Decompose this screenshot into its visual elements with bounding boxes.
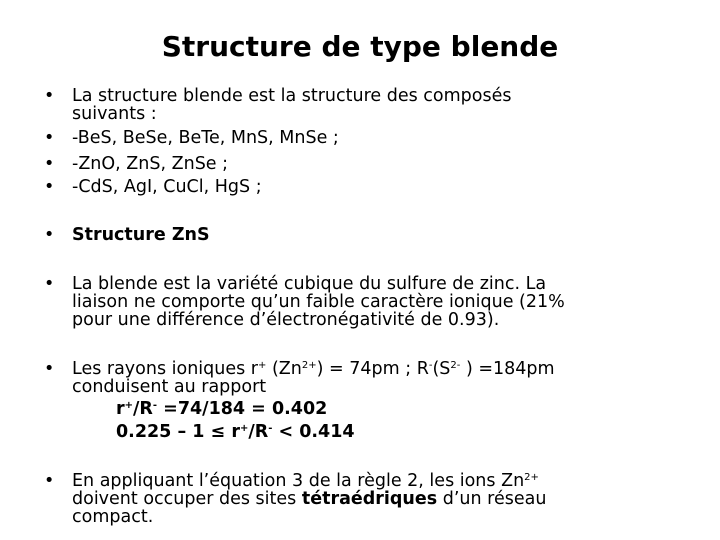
text-line: • -BeS, BeSe, BeTe, MnS, MnSe ; [72, 128, 339, 148]
bullet-compounds-zn [72, 155, 682, 173]
text-line: • -CdS, AgI, CuCl, HgS ; [72, 177, 262, 197]
text-line: suivants : [72, 104, 157, 124]
text-line: conduisent au rapport [72, 377, 267, 397]
text-line: • La blende est la variété cubique du sulfure de zinc. La [72, 274, 547, 294]
text-line: pour une différence d’électronégativité de 0.93). [72, 310, 500, 330]
text-line: • En appliquant l’équation 3 de la règle 2, les ions $Zn^{2+}$ [72, 471, 539, 491]
bullet-structure-zns [72, 226, 682, 244]
text-line: • -ZnO, ZnS, ZnSe ; [72, 154, 229, 174]
ratio-formula: r+/R- =74/184 = 0.402 [116, 399, 328, 419]
bullet-tetrahedral-sites [72, 472, 682, 526]
bullet-blende-description [72, 275, 682, 329]
text-line: • Les rayons ioniques r+ $(Zn^{2+}) = 74pm$ ; $R^-(S^{2-}$ ) =184pm [72, 359, 555, 379]
text-line: liaison ne comporte qu’un faible caractère ionique (21% [72, 292, 565, 312]
bullet-ionic-radii [72, 360, 682, 441]
slide-title: Structure de type blende [161, 30, 559, 63]
bullet-compounds-be-mn [72, 129, 682, 147]
text-line: compact. [72, 507, 154, 527]
section-heading: • Structure ZnS [72, 225, 210, 245]
bullet-compounds-cd-ag [72, 178, 682, 196]
bullet-blende-intro [72, 87, 682, 123]
text-line: doivent occuper des sites tétraédriques d’un réseau [72, 489, 547, 509]
text-line: • La structure blende est la structure des composés [72, 86, 512, 106]
ratio-range-formula: 0.225 – 1 ≤ r+/R- < 0.414 [116, 422, 355, 442]
